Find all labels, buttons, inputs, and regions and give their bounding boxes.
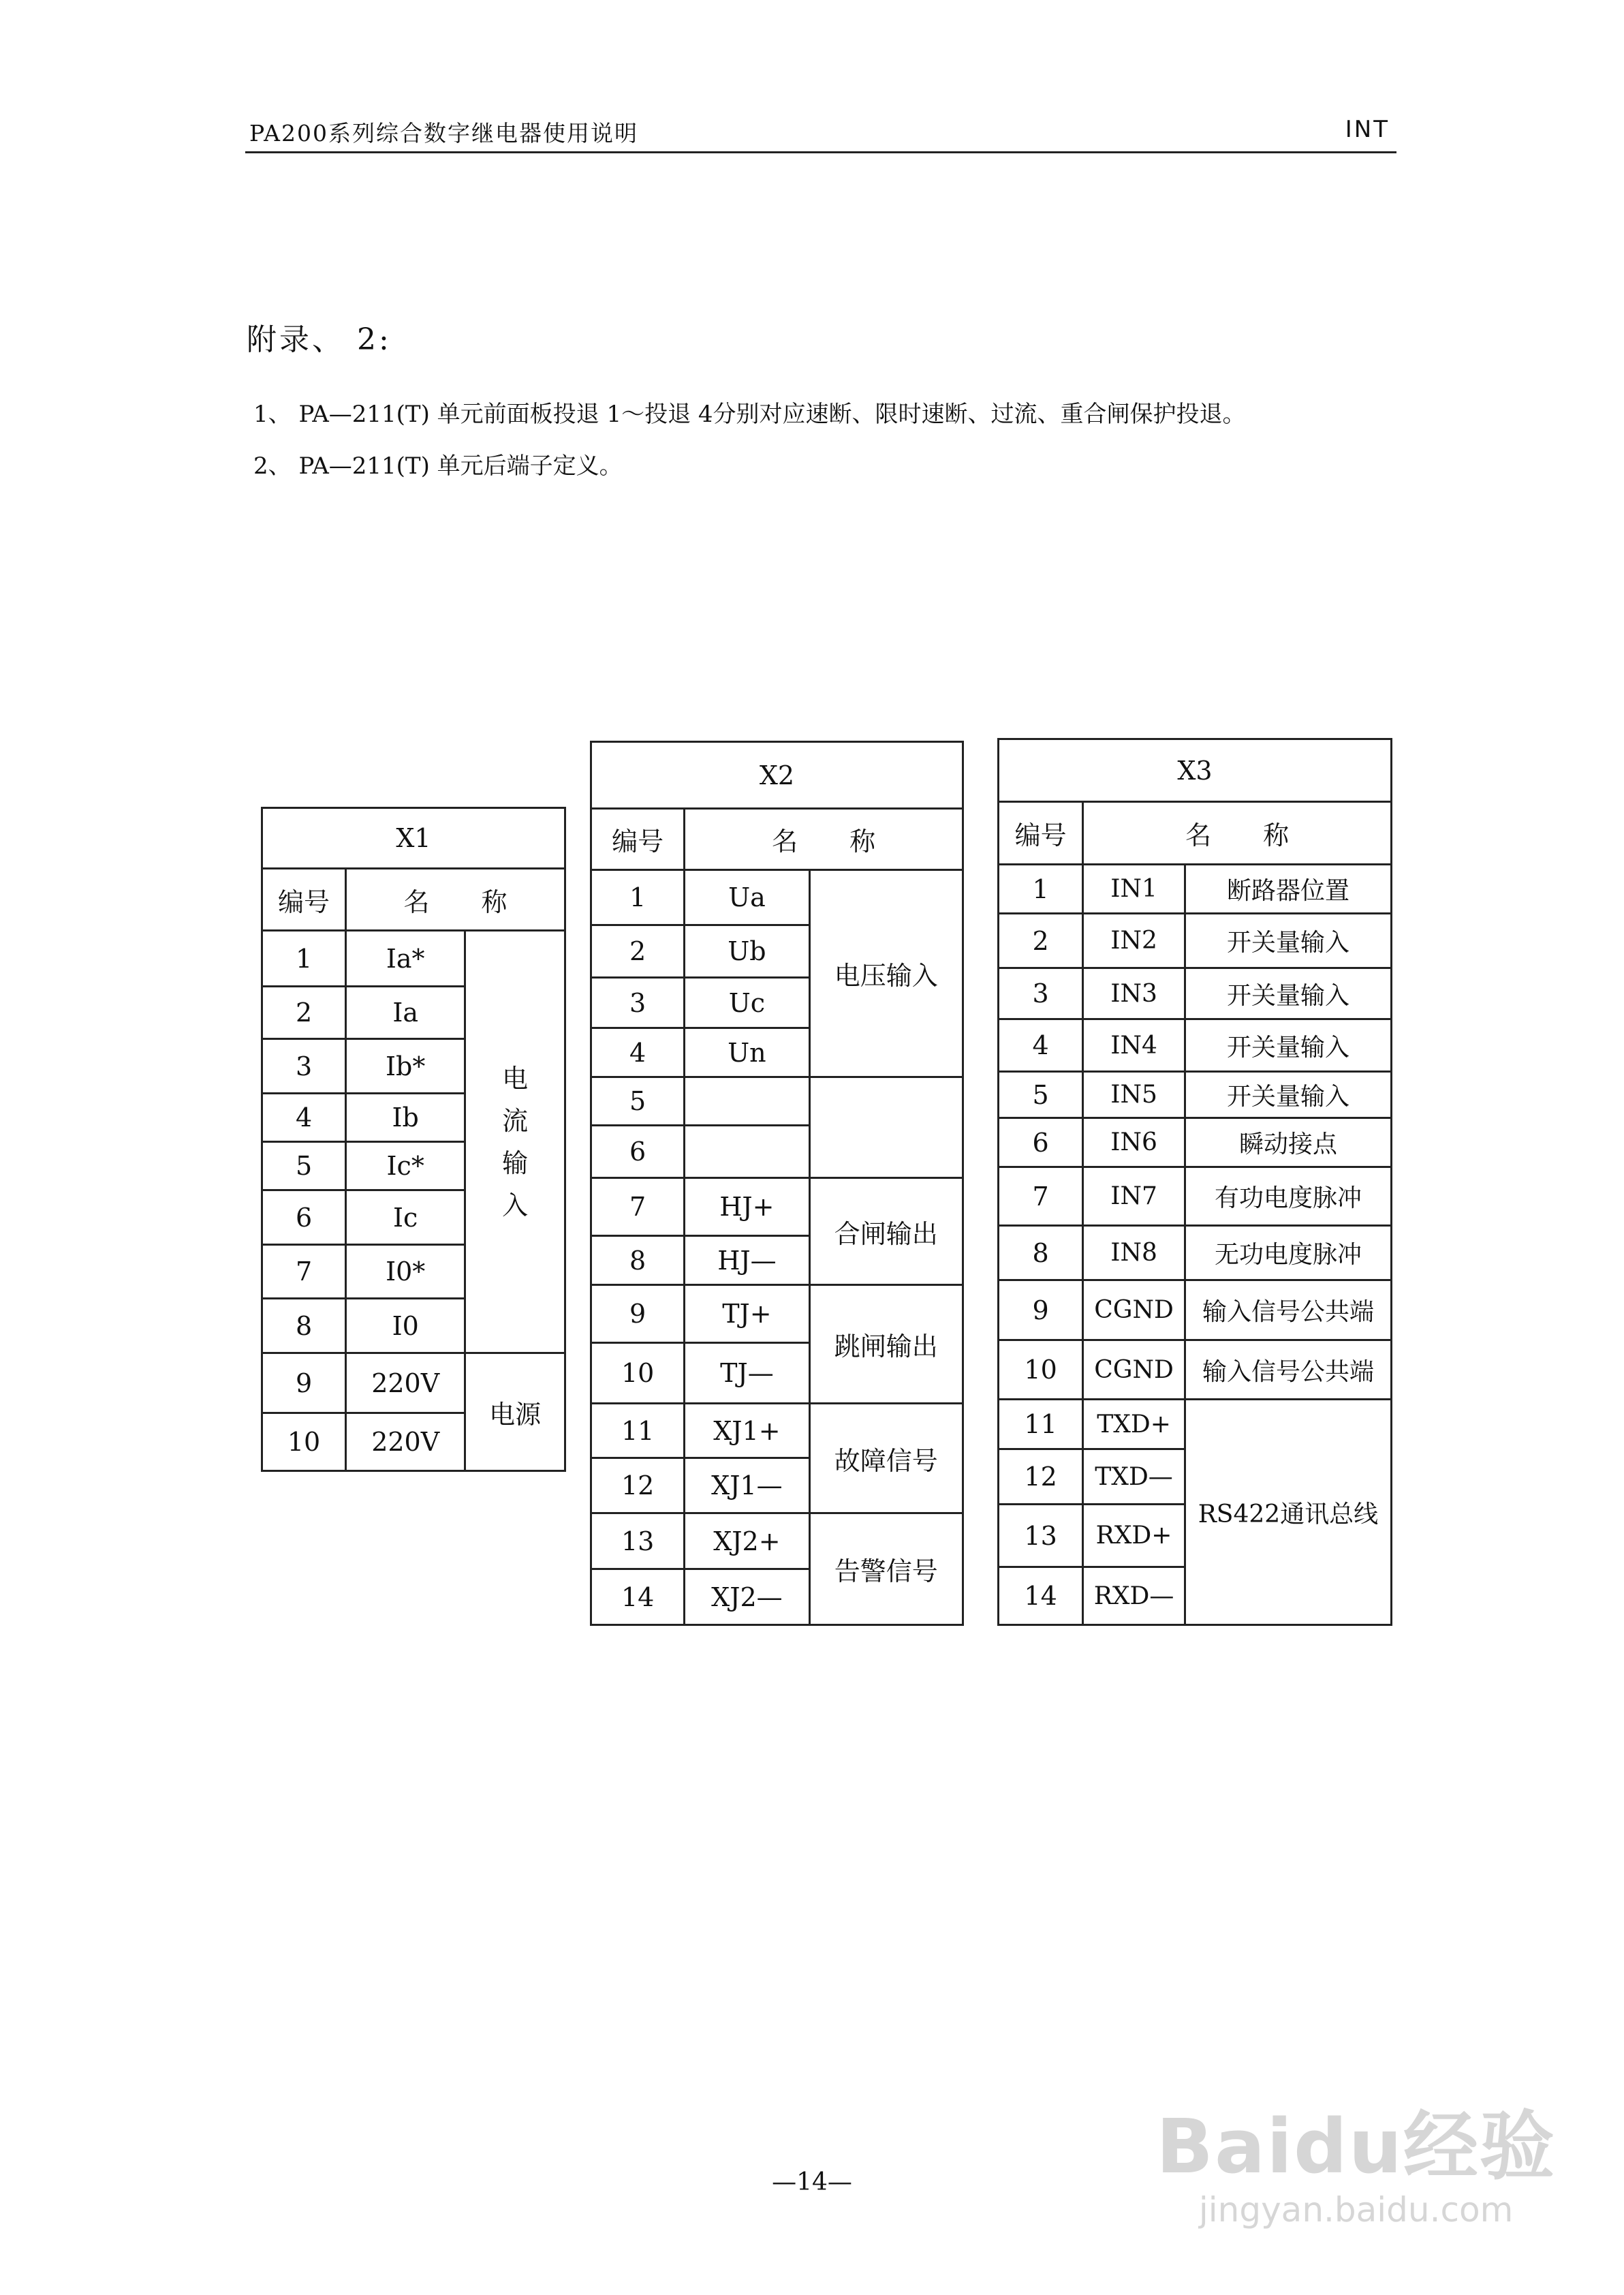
x3-no: 10	[999, 1340, 1083, 1400]
x2-group-close: 合闸输出	[809, 1178, 963, 1285]
x1-group-char: 电	[502, 1063, 529, 1094]
x1-no: 7	[262, 1245, 346, 1299]
x1-name: 220V	[346, 1413, 465, 1471]
x2-no: 8	[591, 1236, 685, 1285]
x3-code: CGND	[1083, 1280, 1185, 1340]
x2-group-alarm: 告警信号	[809, 1513, 963, 1625]
x3-desc: 无功电度脉冲	[1185, 1226, 1391, 1280]
table-row	[999, 1019, 1392, 1072]
x2-name: XJ2+	[685, 1513, 809, 1569]
x1-group-current	[465, 931, 565, 1353]
watermark-url: jingyan.baidu.com	[1198, 2190, 1514, 2230]
x1-name: I0	[346, 1299, 465, 1353]
x3-desc: 开关量输入	[1185, 914, 1391, 968]
x1-name: Ia*	[346, 931, 465, 987]
table-row	[591, 1178, 963, 1236]
baidu-watermark	[1156, 2086, 1556, 2230]
x2-no: 11	[591, 1404, 685, 1458]
x1-no: 8	[262, 1299, 346, 1353]
x1-name: Ic	[346, 1190, 465, 1245]
x3-no: 1	[999, 865, 1083, 914]
x2-name	[685, 1077, 809, 1126]
x2-group-voltage: 电压输入	[809, 870, 963, 1077]
table-row	[999, 914, 1392, 968]
x3-code: IN4	[1083, 1019, 1185, 1072]
x1-col-name: 名 称	[346, 869, 565, 931]
x3-code: RXD+	[1083, 1505, 1185, 1567]
x3-no: 8	[999, 1226, 1083, 1280]
x1-no: 9	[262, 1353, 346, 1413]
x3-code: IN5	[1083, 1072, 1185, 1118]
x3-code: CGND	[1083, 1340, 1185, 1400]
x3-no: 13	[999, 1505, 1083, 1567]
x3-code: IN1	[1083, 865, 1185, 914]
x3-desc: 输入信号公共端	[1185, 1280, 1391, 1340]
x3-code: TXD+	[1083, 1400, 1185, 1449]
x1-col-no: 编号	[262, 869, 346, 931]
x1-title: X1	[262, 808, 565, 869]
x3-col-name: 名 称	[1083, 802, 1392, 865]
table-row	[999, 1072, 1392, 1118]
header-code: INT	[1345, 116, 1390, 143]
x1-no: 3	[262, 1039, 346, 1094]
x1-no: 6	[262, 1190, 346, 1245]
x2-no: 10	[591, 1343, 685, 1404]
header-title: PA200系列综合数字继电器使用说明	[249, 120, 638, 147]
table-row	[591, 870, 963, 925]
table-row	[999, 865, 1392, 914]
appendix-heading: 附录、 2:	[247, 322, 392, 357]
x2-name: XJ2—	[685, 1569, 809, 1625]
table-row	[999, 1400, 1392, 1449]
x2-group-trip: 跳闸输出	[809, 1285, 963, 1404]
table-row	[999, 1340, 1392, 1400]
x2-no: 5	[591, 1077, 685, 1126]
x1-group-char: 输	[502, 1148, 529, 1178]
x2-name: Un	[685, 1028, 809, 1077]
table-row	[591, 1404, 963, 1458]
table-row	[591, 1077, 963, 1126]
x1-terminal-table	[261, 807, 566, 1472]
x3-no: 12	[999, 1449, 1083, 1505]
x2-name: XJ1+	[685, 1404, 809, 1458]
table-row	[999, 1226, 1392, 1280]
x2-title: X2	[591, 742, 963, 809]
x1-no: 4	[262, 1094, 346, 1142]
watermark-logo: Baidu经验	[1156, 2103, 1556, 2190]
x1-no: 10	[262, 1413, 346, 1471]
x2-name: TJ—	[685, 1343, 809, 1404]
x1-group-char: 流	[502, 1105, 529, 1136]
x2-name: HJ+	[685, 1178, 809, 1236]
x3-code: RXD—	[1083, 1567, 1185, 1625]
table-row	[999, 968, 1392, 1019]
x3-no: 7	[999, 1167, 1083, 1226]
x1-name: Ib	[346, 1094, 465, 1142]
x3-no: 11	[999, 1400, 1083, 1449]
table-row	[999, 1167, 1392, 1226]
table-row	[262, 1353, 565, 1413]
x2-name: Ua	[685, 870, 809, 925]
x2-no: 7	[591, 1178, 685, 1236]
note-1: 1、 PA—211(T) 单元前面板投退 1～投退 4分别对应速断、限时速断、过流、重合闸保护投退。	[253, 401, 1246, 428]
x2-terminal-table	[590, 741, 964, 1626]
x1-name: I0*	[346, 1245, 465, 1299]
x3-code: TXD—	[1083, 1449, 1185, 1505]
table-row	[262, 931, 565, 987]
table-row	[999, 1280, 1392, 1340]
x3-desc: 开关量输入	[1185, 968, 1391, 1019]
x2-name: XJ1—	[685, 1458, 809, 1513]
x1-no: 2	[262, 987, 346, 1039]
x2-name	[685, 1126, 809, 1178]
x2-no: 12	[591, 1458, 685, 1513]
x3-desc: 开关量输入	[1185, 1019, 1391, 1072]
x1-group-char: 入	[502, 1190, 529, 1220]
x3-code: IN3	[1083, 968, 1185, 1019]
x1-name: Ic*	[346, 1142, 465, 1190]
x1-name: Ib*	[346, 1039, 465, 1094]
x3-no: 3	[999, 968, 1083, 1019]
x1-name: Ia	[346, 987, 465, 1039]
x2-no: 14	[591, 1569, 685, 1625]
table-row	[999, 1118, 1392, 1167]
x3-title: X3	[999, 739, 1392, 802]
x2-name: TJ+	[685, 1285, 809, 1343]
x2-no: 13	[591, 1513, 685, 1569]
x2-group-fault: 故障信号	[809, 1404, 963, 1513]
x2-name: Uc	[685, 978, 809, 1028]
page-header	[245, 116, 1396, 153]
x3-col-no: 编号	[999, 802, 1083, 865]
x3-code: IN8	[1083, 1226, 1185, 1280]
x2-no: 9	[591, 1285, 685, 1343]
x1-no: 1	[262, 931, 346, 987]
x3-no: 9	[999, 1280, 1083, 1340]
x1-no: 5	[262, 1142, 346, 1190]
x3-desc: 瞬动接点	[1185, 1118, 1391, 1167]
x3-no: 5	[999, 1072, 1083, 1118]
x3-no: 2	[999, 914, 1083, 968]
x3-code: IN2	[1083, 914, 1185, 968]
x2-group-blank	[809, 1077, 963, 1178]
table-row	[591, 1285, 963, 1343]
x3-desc: 有功电度脉冲	[1185, 1167, 1391, 1226]
x2-no: 1	[591, 870, 685, 925]
x1-group-power: 电源	[465, 1353, 565, 1471]
x3-desc: 断路器位置	[1185, 865, 1391, 914]
x2-name: HJ—	[685, 1236, 809, 1285]
x3-no: 4	[999, 1019, 1083, 1072]
x2-name: Ub	[685, 925, 809, 978]
note-2: 2、 PA—211(T) 单元后端子定义。	[253, 452, 623, 480]
x2-col-name: 名 称	[685, 809, 963, 870]
x2-no: 4	[591, 1028, 685, 1077]
x1-name: 220V	[346, 1353, 465, 1413]
x3-no: 14	[999, 1567, 1083, 1625]
x3-code: IN6	[1083, 1118, 1185, 1167]
x3-no: 6	[999, 1118, 1083, 1167]
x3-code: IN7	[1083, 1167, 1185, 1226]
x2-no: 6	[591, 1126, 685, 1178]
x3-group-comm: RS422通讯总线	[1185, 1400, 1391, 1625]
x3-desc: 开关量输入	[1185, 1072, 1391, 1118]
x2-no: 2	[591, 925, 685, 978]
page-number: —14—	[772, 2168, 852, 2196]
x2-col-no: 编号	[591, 809, 685, 870]
x3-desc: 输入信号公共端	[1185, 1340, 1391, 1400]
table-row	[591, 1513, 963, 1569]
x2-no: 3	[591, 978, 685, 1028]
x3-terminal-table	[997, 738, 1392, 1626]
